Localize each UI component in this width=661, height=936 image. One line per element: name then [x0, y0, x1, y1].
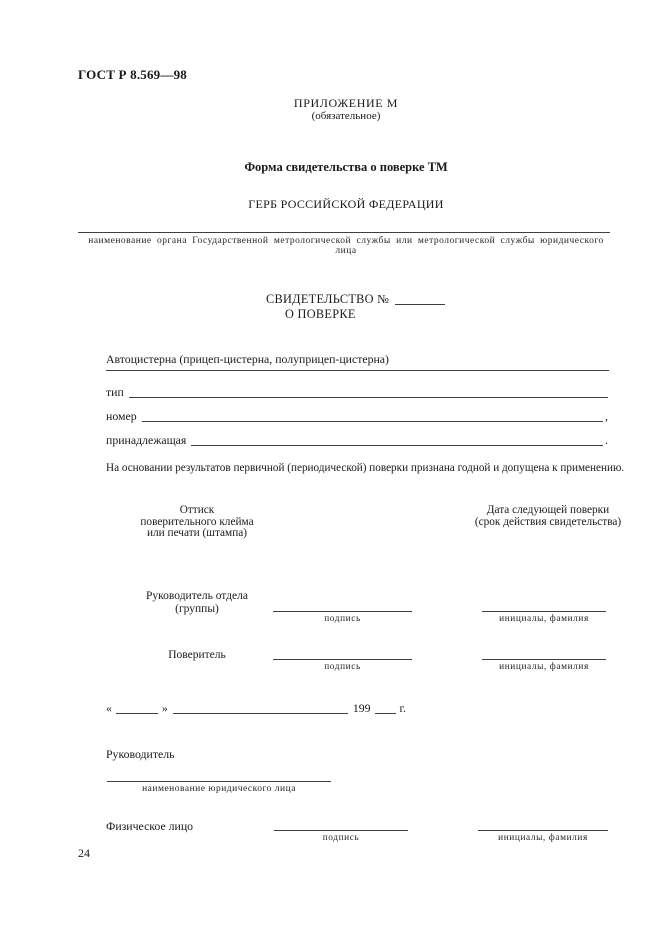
year-century: 199: [352, 701, 371, 715]
number-fill-line: [142, 410, 603, 422]
verifier-name-line: [482, 659, 606, 660]
field-row-number: [106, 410, 608, 423]
stamp-imprint-line3: или печати (штампа): [146, 527, 248, 539]
verifier-signature-line: [273, 659, 412, 660]
emblem-text: ГЕРБ РОССИЙСКОЙ ФЕДЕРАЦИИ: [248, 197, 444, 211]
number-label: номер: [106, 409, 137, 423]
head-label-line2: (группы): [175, 602, 219, 615]
stamp-imprint-line1: Оттиск: [179, 504, 215, 516]
field-row-owner: [106, 434, 608, 447]
head-signature-line: [273, 611, 412, 612]
year-blank: [375, 703, 396, 714]
org-line-caption: наименование органа Государственной метрологической службы или метрологической службы юридического лица: [88, 236, 604, 256]
person-name-line: [478, 830, 608, 831]
stamp-imprint-block: [103, 505, 291, 540]
legal-entity-caption: наименование юридического лица: [142, 784, 296, 794]
appendix-title: ПРИЛОЖЕНИЕ М: [293, 96, 399, 110]
page-number: 24: [78, 846, 90, 860]
certificate-title-block: [266, 292, 445, 322]
field-row-type: [106, 386, 608, 399]
next-verification-date-block: [448, 505, 648, 528]
day-blank: [116, 703, 158, 714]
director-label: Руководитель: [106, 747, 175, 761]
verifier-signature-caption: подпись: [324, 662, 361, 672]
next-verification-line2: (срок действия свидетельства): [474, 515, 622, 528]
head-signature-caption: подпись: [324, 614, 361, 624]
certificate-number-blank: [395, 294, 445, 305]
legal-entity-line: [107, 781, 331, 782]
stamp-imprint-line2: поверительного клейма: [140, 515, 254, 528]
certificate-title-line2: О ПОВЕРКЕ: [285, 307, 356, 321]
number-suffix: ,: [605, 409, 608, 423]
form-title: Форма свидетельства о поверке ТМ: [244, 160, 448, 174]
close-quote: »: [161, 701, 168, 715]
date-line: [106, 701, 406, 716]
month-blank: [173, 703, 348, 714]
year-suffix: г.: [399, 701, 406, 715]
type-label: тип: [106, 385, 124, 399]
verification-statement: На основании результатов первичной (периодической) поверки признана годной и допущена к применению.: [106, 462, 625, 474]
person-name-caption: инициалы, фамилия: [498, 833, 588, 843]
physical-person-label: Физическое лицо: [106, 819, 194, 833]
head-of-department-label: [103, 590, 291, 615]
head-name-caption: инициалы, фамилия: [499, 614, 589, 624]
open-quote: «: [106, 701, 112, 715]
vehicle-fill-line: [106, 370, 609, 371]
gost-standard-number: ГОСТ Р 8.569—98: [78, 67, 187, 82]
certificate-title-text: СВИДЕТЕЛЬСТВО №: [266, 292, 390, 306]
person-signature-caption: подпись: [322, 833, 360, 843]
owner-suffix: .: [605, 433, 608, 447]
verifier-label: Поверитель: [168, 649, 226, 661]
type-fill-line: [129, 386, 608, 398]
head-name-line: [482, 611, 606, 612]
appendix-note: (обязательное): [311, 110, 381, 122]
owner-label: принадлежащая: [106, 433, 187, 447]
head-label-line1: Руководитель отдела: [146, 590, 248, 602]
certificate-title-line1: [266, 292, 445, 307]
vehicle-label: Автоцистерна (прицеп-цистерна, полуприцеп-цистерна): [106, 352, 389, 366]
person-signature-line: [274, 830, 408, 831]
owner-fill-line: [191, 434, 603, 446]
verifier-name-caption: инициалы, фамилия: [499, 662, 589, 672]
org-name-fill-line: [78, 232, 610, 233]
next-verification-line1: Дата следующей поверки: [486, 504, 610, 516]
